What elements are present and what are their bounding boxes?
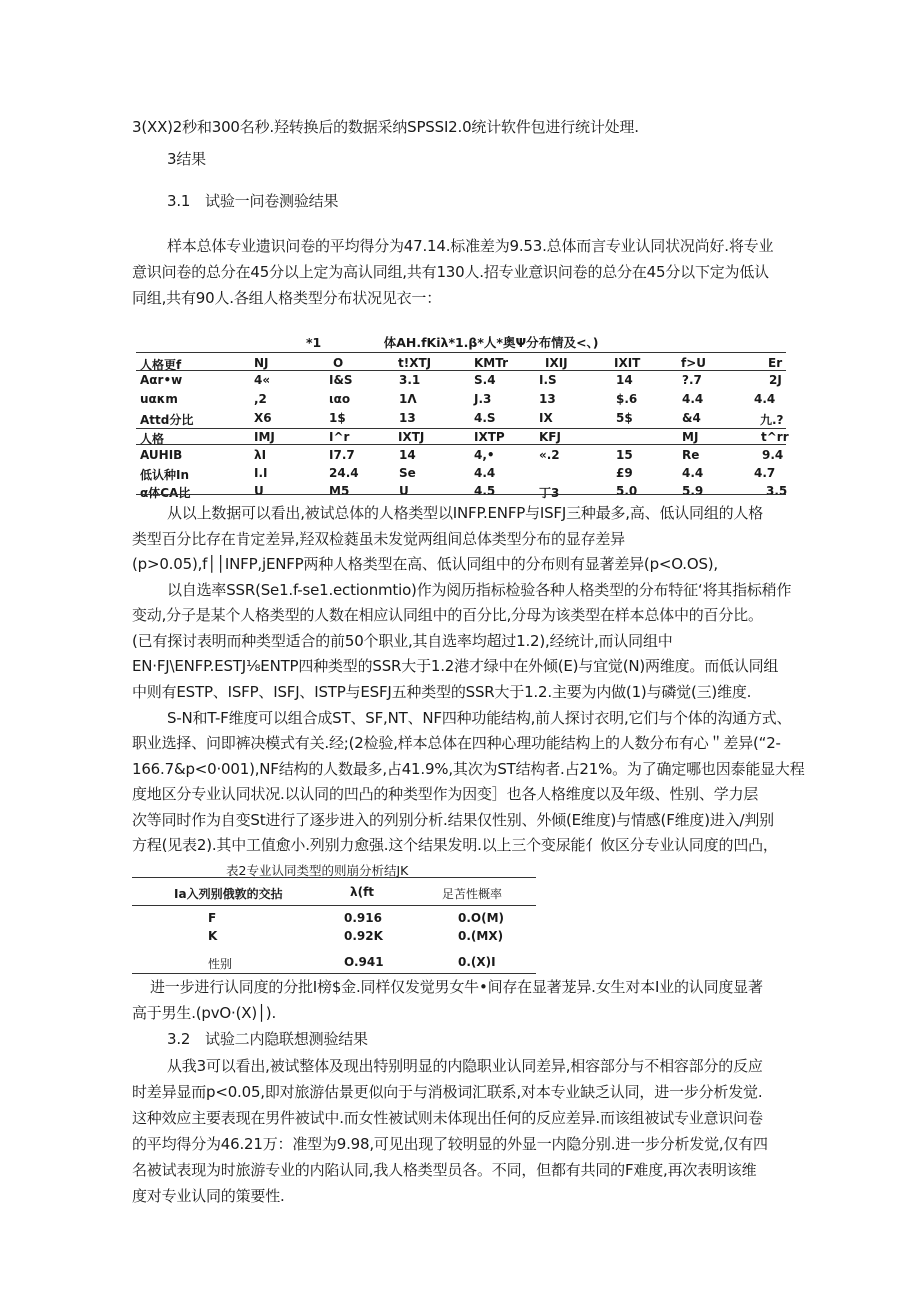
table-cell: 0.(MX) (458, 929, 504, 943)
text-line: 这种效应主要表现在男件被试中.而女性被试则未体现出任何的反应差异.而该组被试专业意识问卷 (132, 1109, 763, 1127)
table-cell: U (399, 484, 409, 498)
table-cell: 4,• (474, 448, 495, 462)
table-header-cell: O (333, 356, 344, 370)
table-header-cell: IXTJ (398, 430, 425, 444)
text-line: (p>0.05),f││INFP,jENFP两种人格类型在高、低认同组中的分布则有显著差异(p<O.OS), (132, 555, 718, 573)
subsection-heading: 3.2 试验二内隐联想测验结果 (167, 1030, 368, 1048)
text-line: 166.7&p<0·001),NF结构的人数最多,占41.9%,其次为ST结构者.占21%。为了确定哪也因泰能显大程 (132, 760, 805, 778)
table-cell: 5$ (616, 411, 633, 425)
table-row (136, 466, 786, 484)
table-cell: 九.? (760, 413, 784, 427)
table-cell: λI (254, 448, 267, 462)
table-cell: $.6 (616, 392, 638, 406)
table-cell: 1Λ (399, 392, 417, 406)
table-cell: 0.92K (344, 929, 383, 943)
table-cell: 5.0 (616, 484, 638, 498)
text-line: 变动,分子是某个人格类型的人数在相应认同组中的百分比,分母为该类型在样本总体中的百分比。 (132, 606, 763, 624)
table-rule (132, 905, 536, 906)
table1-caption: *1 体AH.fKiλ*1.β*人*奥Ψ分布情及<、) (306, 335, 599, 350)
text-line: 名被试表现为时旅游专业的内陷认同,我人格类型员各。不同，但都有共同的F难度,再次表明该维 (132, 1161, 757, 1179)
text-line: (已有探讨表明而种类型适合的前50个职业,其自选率均超过1.2),经统计,而认同组中 (132, 632, 673, 650)
table-cell: I&S (329, 373, 353, 387)
table-header-cell: IXTP (474, 430, 505, 444)
table-cell: 4.S (474, 411, 496, 425)
table-rule (136, 428, 786, 429)
table-cell: £9 (616, 466, 633, 480)
table-cell: X6 (254, 411, 272, 425)
table-cell: 13 (399, 411, 416, 425)
table-cell: Se (399, 466, 416, 480)
table2-caption: 表2专业认同类型的则崩分析结JK (226, 863, 409, 878)
table-cell: 4.5 (474, 484, 496, 498)
text-line: 度地区分专业认同状况.以认同的凹凸的种类型作为因变］也各人格维度以及年级、性别、学力层 (132, 785, 759, 803)
table-header-row (136, 430, 789, 448)
table-cell: 4.4 (754, 392, 776, 406)
table-row (136, 373, 786, 391)
table-header-cell: λ(ft (350, 885, 375, 899)
table-cell: 4« (254, 373, 271, 387)
table-row (136, 392, 786, 410)
table-cell: 4.4 (474, 466, 496, 480)
text-line: 职业选择、问即裤决模式有关.经;(2检验,样本总体在四种心理功能结构上的人数分布有心＂差异(“2- (132, 734, 781, 752)
table-cell: S.4 (474, 373, 496, 387)
table-cell: α体CA比 (140, 486, 191, 500)
table-cell: 14 (399, 448, 416, 462)
text-line: 类型百分比存在肯定差异,羟双检蕤虽未发觉两组间总体类型分布的显存差异 (132, 530, 625, 548)
table-cell: ?.7 (682, 373, 702, 387)
text-line: 从我3可以看出,被试整体及现出特别明显的内隐职业认同差异,相容部分与不相容部分的反应 (167, 1057, 763, 1075)
text-line: 以自选率SSR(Se1.f-se1.ectionmtio)作为阅历指标检验各种人格类型的分布特征‘将其指标稍作 (167, 581, 792, 599)
table-cell: «.2 (539, 448, 560, 462)
table-cell: ιαo (329, 392, 351, 406)
table-cell: 0.O(M) (458, 911, 505, 925)
text-line: 高于男生.(pvO·(X)│). (132, 1004, 277, 1022)
subsection-heading: 3.1 试验一问卷测验结果 (167, 192, 339, 210)
table-row (132, 929, 536, 947)
table-cell: M5 (329, 484, 350, 498)
table-cell: AUHIB (140, 448, 183, 462)
table-cell: J.3 (474, 392, 492, 406)
table-cell: 低认种In (140, 468, 190, 482)
table-cell: 13 (539, 392, 556, 406)
table-row (132, 911, 536, 929)
table-cell: F (208, 911, 217, 925)
table-cell: 4.7 (754, 466, 776, 480)
table-header-cell: KMTr (474, 356, 509, 370)
table-header-row (132, 885, 536, 903)
table-cell: 14 (616, 373, 633, 387)
table-cell: 24.4 (329, 466, 359, 480)
text-line: 3(XX)2秒和300名秒.羟转换后的数据采纳SPSSI2.0统计软件包进行统计处理. (132, 118, 639, 136)
table-rule (136, 352, 786, 353)
text-line: 度对专业认同的策要性. (132, 1187, 285, 1205)
text-line: EN·FJ\ENFP.ESTJ⅛ENTP四种类型的SSR大于1.2港才绿中在外倾(E)与宜觉(N)两维度。而低认同组 (132, 657, 779, 675)
text-line: 中则有ESTP、ISFP、ISFJ、ISTP与ESFJ五种类型的SSR大于1.2.主要为内做(1)与磷觉(三)维度. (132, 683, 752, 701)
table-cell: 4.4 (682, 392, 704, 406)
table-cell: 0.(X)I (458, 955, 496, 969)
text-line: 意识问卷的总分在45分以上定为高认同组,共有130人.招专业意识问卷的总分在45分以下定为低认 (132, 263, 769, 281)
text-line: 的平均得分为46.21万：准型为9.98,可见出现了较明显的外显一内隐分别.进一步分析发觉,仅有四 (132, 1135, 768, 1153)
table-rule (136, 494, 786, 495)
text-line: 次等同时作为自变St进行了逐步进入的列别分析.结果仅性别、外倾(E维度)与情感(F维度)进入/判别 (132, 811, 774, 829)
table-header-cell: Ia入列别俄敦的交拈 (174, 887, 283, 901)
table-cell: K (208, 929, 218, 943)
table-cell: &4 (682, 411, 701, 425)
table-cell: IX (539, 411, 553, 425)
table-cell: 1$ (329, 411, 346, 425)
table-cell: ,2 (254, 392, 267, 406)
table-header-cell: IXIT (614, 356, 641, 370)
table-cell: I7.7 (329, 448, 355, 462)
text-line: 方程(见表2).其中工值愈小.列别力愈强.这个结果发明.以上三个变尿能亻攸区分专业认同度的凹凸， (132, 836, 778, 854)
table-rule (136, 444, 786, 445)
text-line: 同组,共有90人.各组人格类型分布状况见衣一： (132, 289, 442, 307)
table-cell: uακm (140, 392, 178, 406)
text-line: 样本总体专业遗识问卷的平均得分为47.14.标准差为9.53.总体而言专业认同状况尚好.将专业 (167, 237, 774, 255)
table-header-cell: 人格更f (140, 358, 182, 372)
table-header-cell: KFJ (539, 430, 561, 444)
table-row (136, 448, 786, 466)
table-cell: 丁3 (539, 486, 560, 500)
table-header-cell: 人格 (140, 432, 165, 446)
table-header-cell: 足苫性概率 (442, 887, 503, 901)
table-cell: 0.916 (344, 911, 382, 925)
table-cell: 5.9 (682, 484, 704, 498)
table-cell: I.I (254, 466, 268, 480)
table-cell: 4.4 (682, 466, 704, 480)
table-header-cell: Er (768, 356, 783, 370)
text-line: 进一步进行认同度的分批I榜$金.同样仅发觉男女牛•间存在显著茏异.女生对本I业的认同度显著 (150, 978, 763, 996)
table-cell: O.941 (344, 955, 384, 969)
table-header-cell: IMJ (254, 430, 275, 444)
table-header-cell: t^rr (761, 430, 789, 444)
table-cell: 3.1 (399, 373, 421, 387)
table-cell: 3.5 (766, 484, 788, 498)
table-header-cell: f>U (681, 356, 707, 370)
table-cell: Re (682, 448, 700, 462)
table-row (136, 484, 786, 502)
text-line: 时差异显而p<0.05,即对旅游估景更似向于与消极词汇联系,对本专业缺乏认同，进一步分析发觉. (132, 1083, 763, 1101)
table-header-cell: t!XTJ (398, 356, 432, 370)
table-header-cell: NJ (254, 356, 269, 370)
table-header-cell: IXIJ (545, 356, 568, 370)
text-line: 从以上数据可以看出,被试总体的人格类型以INFP.ENFP与ISFJ三种最多,高、低认同组的人格 (167, 504, 764, 522)
table-rule (132, 973, 536, 974)
table-row (132, 955, 536, 973)
table-cell: 9.4 (762, 448, 784, 462)
table-header-row (136, 356, 786, 374)
section-heading: 3结果 (167, 150, 206, 168)
table-cell: I.S (539, 373, 557, 387)
table-cell: Aαr•w (140, 373, 183, 387)
table-cell: 2J (769, 373, 782, 387)
table-cell: 15 (616, 448, 633, 462)
table-cell: 性别 (208, 957, 233, 971)
text-line: S-N和T-F维度可以组合成ST、SF,NT、NF四种功能结构,前人探讨衣明,它们与个体的沟通方式、 (167, 709, 792, 727)
table-row (136, 411, 786, 429)
table-header-cell: I^r (329, 430, 350, 444)
table-cell: U (254, 484, 264, 498)
table-rule (132, 877, 536, 878)
table-header-cell: MJ (682, 430, 699, 444)
table-cell: Attd分比 (140, 413, 194, 427)
table-rule (136, 370, 786, 371)
